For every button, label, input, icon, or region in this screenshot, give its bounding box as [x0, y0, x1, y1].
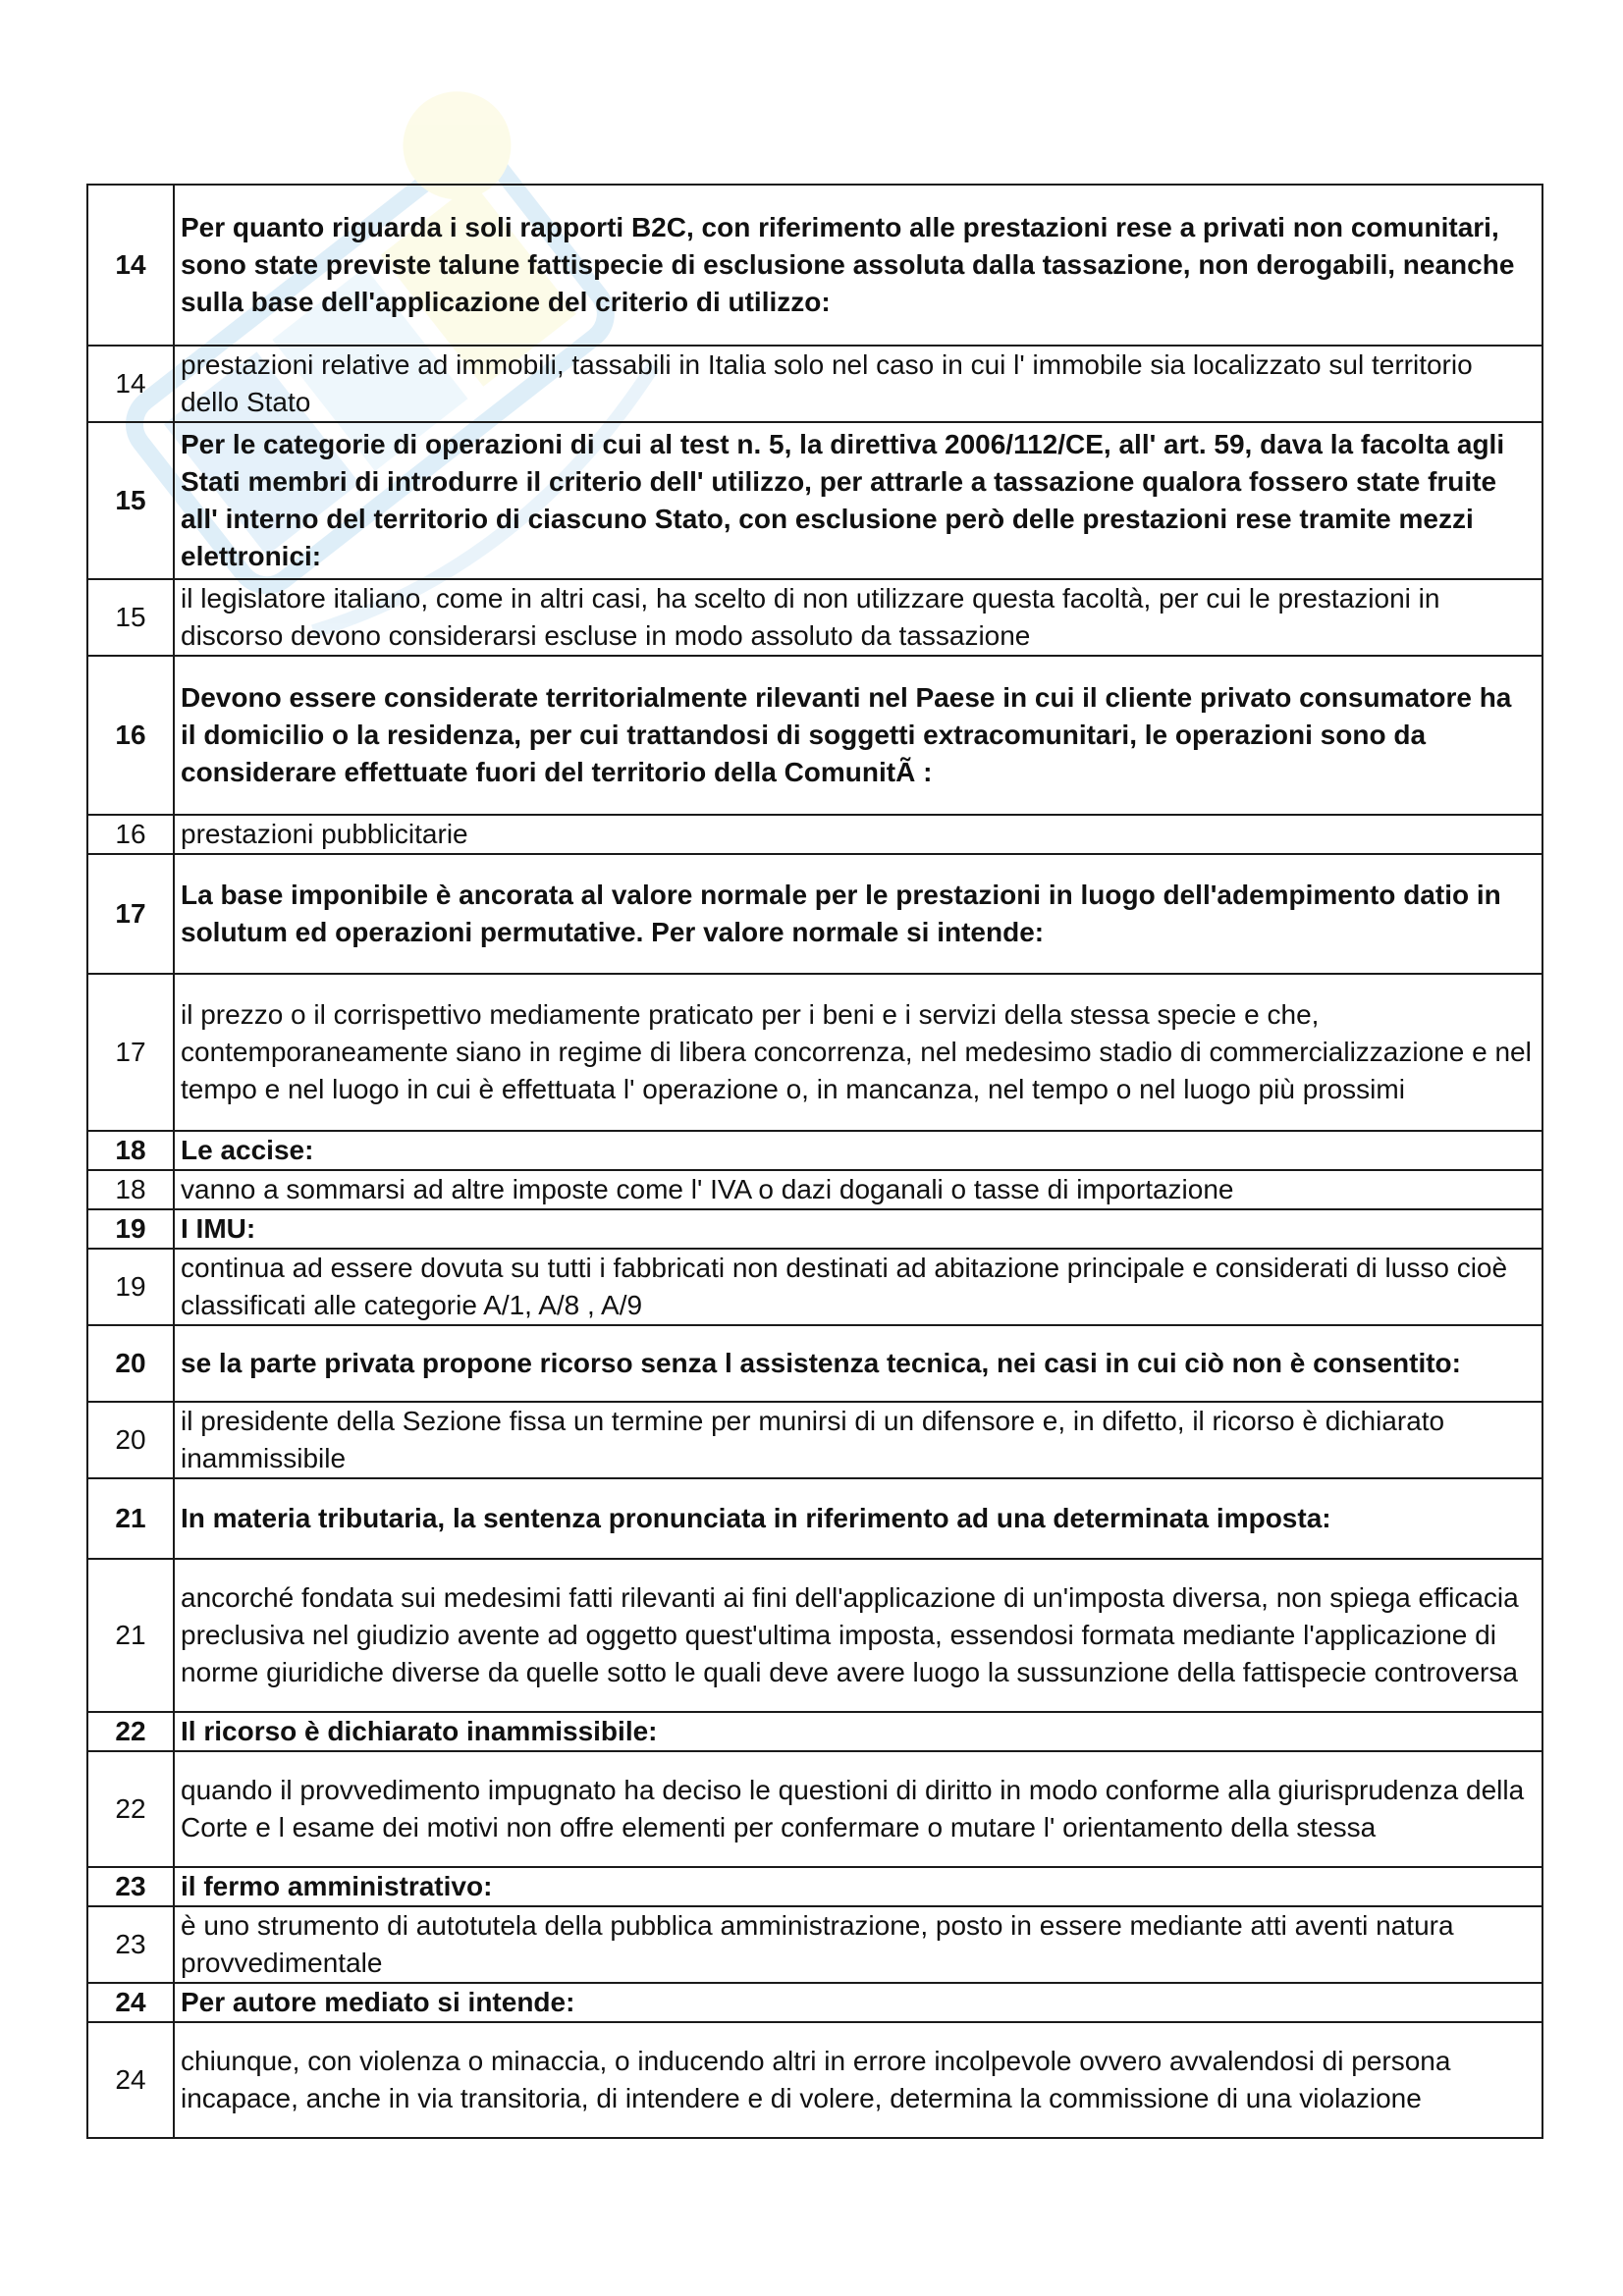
question-number: 15 [87, 422, 174, 579]
question-number: 22 [87, 1712, 174, 1751]
question-number: 16 [87, 815, 174, 854]
question-number: 23 [87, 1906, 174, 1983]
question-number: 21 [87, 1559, 174, 1712]
question-text: In materia tributaria, la sentenza pronunciata in riferimento ad una determinata imposta: [174, 1478, 1542, 1559]
question-number: 24 [87, 2022, 174, 2138]
answer-text: il presidente della Sezione fissa un termine per munirsi di un difensore e, in difetto, il ricorso è dichiarato inammissibile [174, 1402, 1542, 1478]
question-number: 22 [87, 1751, 174, 1867]
question-row [87, 422, 1542, 579]
answer-row [87, 1906, 1542, 1983]
question-number: 18 [87, 1131, 174, 1170]
question-number: 20 [87, 1402, 174, 1478]
question-number: 14 [87, 346, 174, 422]
question-number: 17 [87, 854, 174, 974]
question-row [87, 1325, 1542, 1402]
question-row [87, 854, 1542, 974]
question-text: Le accise: [174, 1131, 1542, 1170]
question-number: 16 [87, 656, 174, 815]
question-row [87, 1983, 1542, 2022]
answer-row [87, 1751, 1542, 1867]
question-row [87, 656, 1542, 815]
question-number: 18 [87, 1170, 174, 1209]
answer-row [87, 974, 1542, 1131]
question-text: Il ricorso è dichiarato inammissibile: [174, 1712, 1542, 1751]
answer-row [87, 1559, 1542, 1712]
question-number: 24 [87, 1983, 174, 2022]
question-number: 15 [87, 579, 174, 656]
answer-row [87, 346, 1542, 422]
question-row [87, 185, 1542, 346]
answer-row [87, 1170, 1542, 1209]
question-text: I IMU: [174, 1209, 1542, 1249]
answer-text: chiunque, con violenza o minaccia, o inducendo altri in errore incolpevole ovvero avvalendosi di persona incapace, anche in via transitoria, di intendere e di volere, determina la commissione di una violazione [174, 2022, 1542, 2138]
question-number: 20 [87, 1325, 174, 1402]
question-row [87, 1478, 1542, 1559]
answer-text: quando il provvedimento impugnato ha deciso le questioni di diritto in modo conforme alla giurisprudenza della Corte e l esame dei motivi non offre elementi per confermare o mutare l' orientamento della stessa [174, 1751, 1542, 1867]
answer-text: è uno strumento di autotutela della pubblica amministrazione, posto in essere mediante atti aventi natura provvedimentale [174, 1906, 1542, 1983]
question-row [87, 1867, 1542, 1906]
question-number: 14 [87, 185, 174, 346]
question-number: 23 [87, 1867, 174, 1906]
answer-row [87, 2022, 1542, 2138]
question-number: 19 [87, 1209, 174, 1249]
question-number: 17 [87, 974, 174, 1131]
question-number: 19 [87, 1249, 174, 1325]
answer-row [87, 1249, 1542, 1325]
question-text: Per autore mediato si intende: [174, 1983, 1542, 2022]
answer-text: ancorché fondata sui medesimi fatti rilevanti ai fini dell'applicazione di un'imposta diversa, non spiega efficacia preclusiva nel giudizio avente ad oggetto quest'ultima imposta, essendosi formata mediante l'applicazione di norme giuridiche diverse da quelle sotto le quali deve avere luogo la sussunzione della fattispecie controversa [174, 1559, 1542, 1712]
answer-row [87, 815, 1542, 854]
question-text: Per le categorie di operazioni di cui al test n. 5, la direttiva 2006/112/CE, all' art. 59, dava la facolta agli Stati membri di introdurre il criterio dell' utilizzo, per attrarle a tassazione qualora fossero state fruite all' interno del territorio di ciascuno Stato, con esclusione però delle prestazioni rese tramite mezzi elettronici: [174, 422, 1542, 579]
question-text: Devono essere considerate territorialmente rilevanti nel Paese in cui il cliente privato consumatore ha il domicilio o la residenza, per cui trattandosi di soggetti extracomunitari, le operazioni sono da considerare effettuate fuori del territorio della ComunitÃ : [174, 656, 1542, 815]
question-number: 21 [87, 1478, 174, 1559]
question-text: La base imponibile è ancorata al valore normale per le prestazioni in luogo dell'adempimento datio in solutum ed operazioni permutative. Per valore normale si intende: [174, 854, 1542, 974]
answer-text: prestazioni pubblicitarie [174, 815, 1542, 854]
answer-row [87, 579, 1542, 656]
question-text: Per quanto riguarda i soli rapporti B2C, con riferimento alle prestazioni rese a privati non comunitari, sono state previste talune fattispecie di esclusione assoluta dalla tassazione, non derogabili, neanche sulla base dell'applicazione del criterio di utilizzo: [174, 185, 1542, 346]
answer-text: vanno a sommarsi ad altre imposte come l' IVA o dazi doganali o tasse di importazione [174, 1170, 1542, 1209]
question-row [87, 1209, 1542, 1249]
question-row [87, 1712, 1542, 1751]
question-text: se la parte privata propone ricorso senza l assistenza tecnica, nei casi in cui ciò non è consentito: [174, 1325, 1542, 1402]
answer-text: continua ad essere dovuta su tutti i fabbricati non destinati ad abitazione principale e considerati di lusso cioè classificati alle categorie A/1, A/8 , A/9 [174, 1249, 1542, 1325]
answer-text: prestazioni relative ad immobili, tassabili in Italia solo nel caso in cui l' immobile sia localizzato sul territorio dello Stato [174, 346, 1542, 422]
answer-text: il prezzo o il corrispettivo mediamente praticato per i beni e i servizi della stessa specie e che, contemporaneamente siano in regime di libera concorrenza, nel medesimo stadio di commercializzazione e nel tempo e nel luogo in cui è effettuata l' operazione o, in mancanza, nel tempo o nel luogo più prossimi [174, 974, 1542, 1131]
question-row [87, 1131, 1542, 1170]
question-text: il fermo amministrativo: [174, 1867, 1542, 1906]
quiz-table [86, 184, 1543, 2139]
answer-text: il legislatore italiano, come in altri casi, ha scelto di non utilizzare questa facoltà, per cui le prestazioni in discorso devono considerarsi escluse in modo assoluto da tassazione [174, 579, 1542, 656]
answer-row [87, 1402, 1542, 1478]
